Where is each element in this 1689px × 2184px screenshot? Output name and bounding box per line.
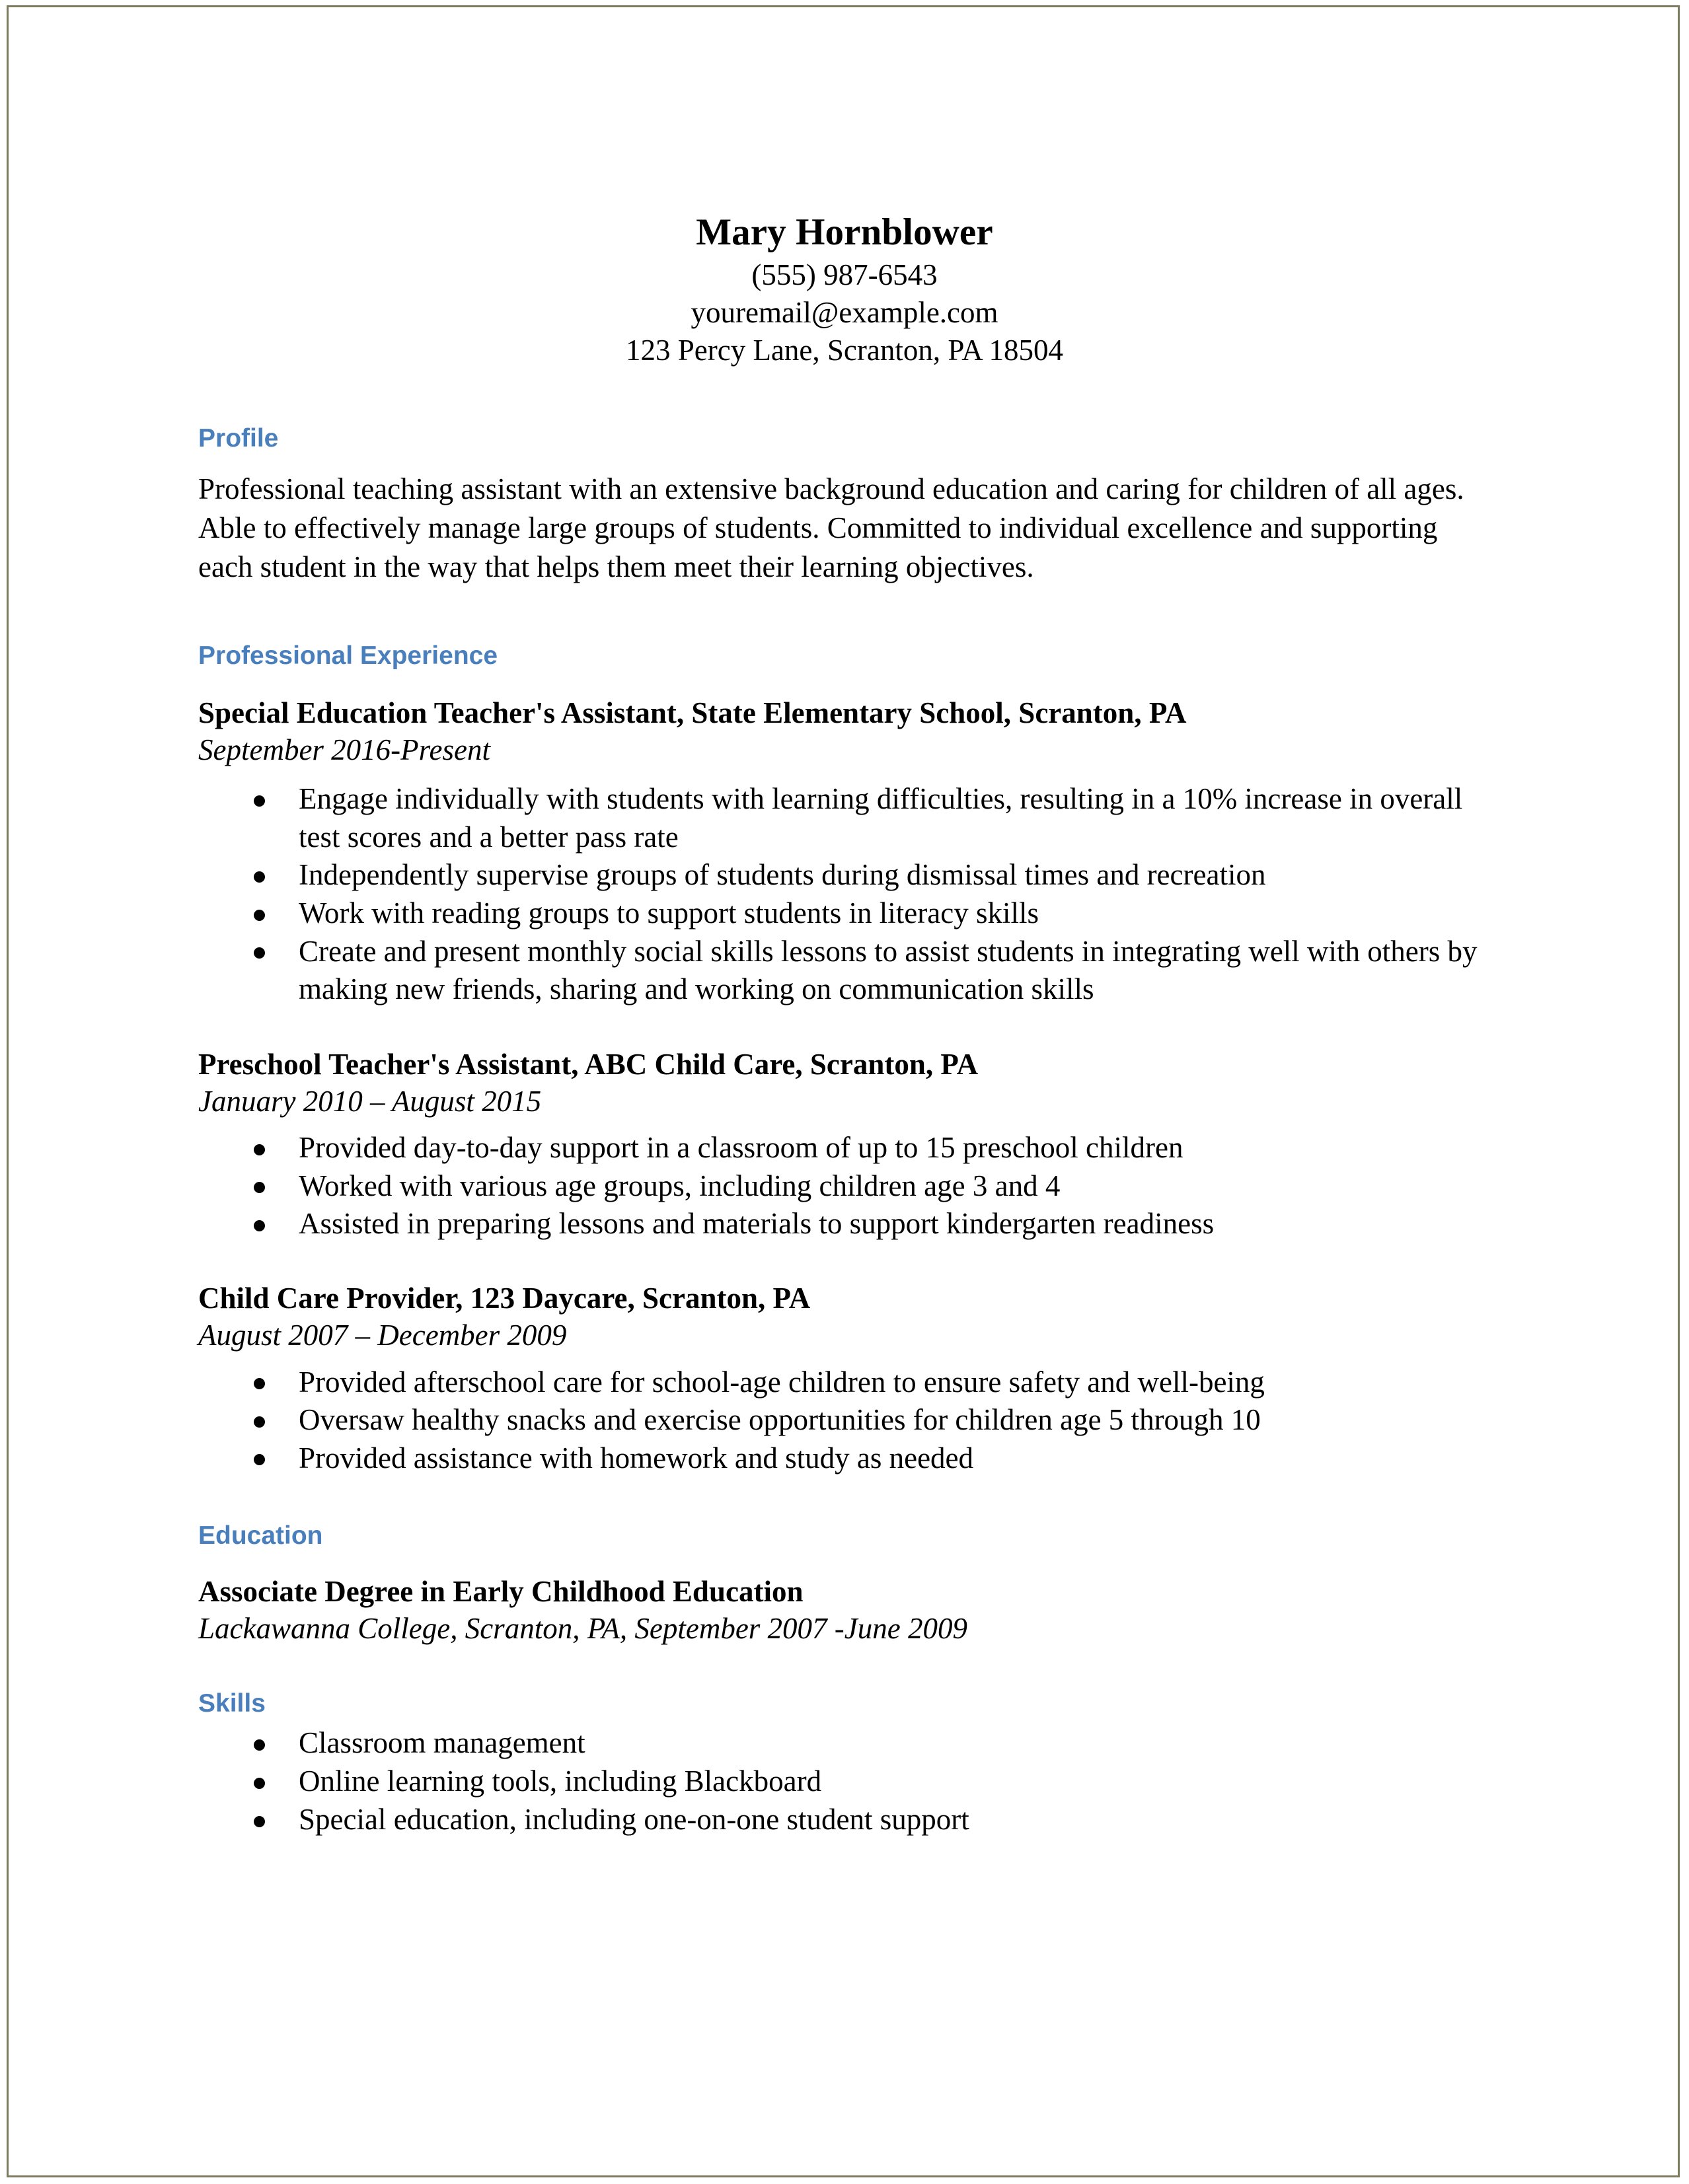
experience-entry (198, 1046, 1491, 1243)
section-heading-professional-experience: Professional Experience (198, 641, 498, 670)
job-bullet-text: Engage individually with students with learning difficulties, resulting in a 10% increase in overall test scores and a better pass rate (299, 782, 1463, 854)
education-degree: Associate Degree in Early Childhood Education (198, 1575, 804, 1609)
bullet-icon (254, 1739, 265, 1751)
candidate-phone: (555) 987-6543 (751, 258, 938, 292)
bullet-icon (254, 1144, 265, 1155)
job-bullet-text: Create and present monthly social skills lessons to assist students in integrating well with others by making new friends, sharing and working on communication skills (299, 934, 1478, 1006)
job-bullet-text: Worked with various age groups, including children age 3 and 4 (299, 1169, 1061, 1202)
job-bullet-text: Provided assistance with homework and study as needed (299, 1441, 974, 1474)
job-bullet-item (198, 1129, 1491, 1167)
skill-item (198, 1801, 1491, 1839)
candidate-address: 123 Percy Lane, Scranton, PA 18504 (625, 333, 1063, 367)
bullet-icon (254, 795, 265, 807)
bullet-icon (254, 1816, 265, 1827)
job-bullet-text: Provided afterschool care for school-age children to ensure safety and well-being (299, 1365, 1265, 1399)
experience-entry (198, 694, 1491, 1009)
section-heading-education: Education (198, 1521, 323, 1550)
job-title: Child Care Provider, 123 Daycare, Scranton, PA (198, 1282, 811, 1315)
job-bullet-text: Oversaw healthy snacks and exercise opportunities for children age 5 through 10 (299, 1403, 1261, 1437)
bullet-icon (254, 910, 265, 921)
bullet-icon (254, 1778, 265, 1789)
job-bullet-item (198, 856, 1491, 894)
job-dates: September 2016-Present (198, 733, 490, 766)
job-bullet-text: Independently supervise groups of students during dismissal times and recreation (299, 858, 1266, 892)
job-bullet-list (198, 1129, 1491, 1243)
job-title: Preschool Teacher's Assistant, ABC Child Care, Scranton, PA (198, 1047, 979, 1081)
job-bullet-item (198, 1167, 1491, 1206)
section-heading-skills: Skills (198, 1689, 266, 1718)
skill-text: Special education, including one-on-one student support (299, 1803, 969, 1837)
skills-list (198, 1724, 1491, 1838)
resume-header (198, 0, 1491, 369)
candidate-name: Mary Hornblower (696, 211, 993, 253)
bullet-icon (254, 1182, 265, 1193)
skill-item (198, 1763, 1491, 1801)
job-bullet-item (198, 780, 1491, 856)
job-dates: January 2010 – August 2015 (198, 1085, 542, 1118)
bullet-icon (254, 1416, 265, 1428)
bullet-icon (254, 1454, 265, 1465)
section-heading-profile: Profile (198, 424, 279, 453)
education-detail: Lackawanna College, Scranton, PA, September 2007 -June 2009 (198, 1612, 967, 1646)
job-bullet-item (198, 1439, 1491, 1478)
bullet-icon (254, 1378, 265, 1389)
skill-text: Classroom management (299, 1726, 585, 1760)
skill-item (198, 1724, 1491, 1763)
job-title: Special Education Teacher's Assistant, State Elementary School, Scranton, PA (198, 696, 1187, 729)
job-bullet-item (198, 1205, 1491, 1243)
job-bullet-item (198, 1401, 1491, 1439)
bullet-icon (254, 947, 265, 959)
candidate-email: youremail@example.com (691, 295, 998, 329)
job-bullet-text: Work with reading groups to support students in literacy skills (299, 896, 1039, 929)
skill-text: Online learning tools, including Blackboard (299, 1765, 822, 1798)
job-dates: August 2007 – December 2009 (198, 1319, 567, 1352)
job-bullet-text: Assisted in preparing lessons and materials to support kindergarten readiness (299, 1207, 1215, 1241)
job-bullet-item (198, 1364, 1491, 1402)
job-bullet-item (198, 933, 1491, 1009)
job-bullet-list (198, 1364, 1491, 1478)
experience-entry (198, 1280, 1491, 1477)
profile-summary-text: Professional teaching assistant with an extensive background education and caring for children of all ages. Able to effectively manage large groups of students. Committed to individual excellence and supporting each student in the way that helps them meet their learning objectives. (198, 472, 1464, 583)
job-bullet-item (198, 894, 1491, 933)
bullet-icon (254, 1220, 265, 1231)
job-bullet-text: Provided day-to-day support in a classroom of up to 15 preschool children (299, 1131, 1183, 1165)
bullet-icon (254, 871, 265, 883)
job-bullet-list (198, 780, 1491, 1009)
